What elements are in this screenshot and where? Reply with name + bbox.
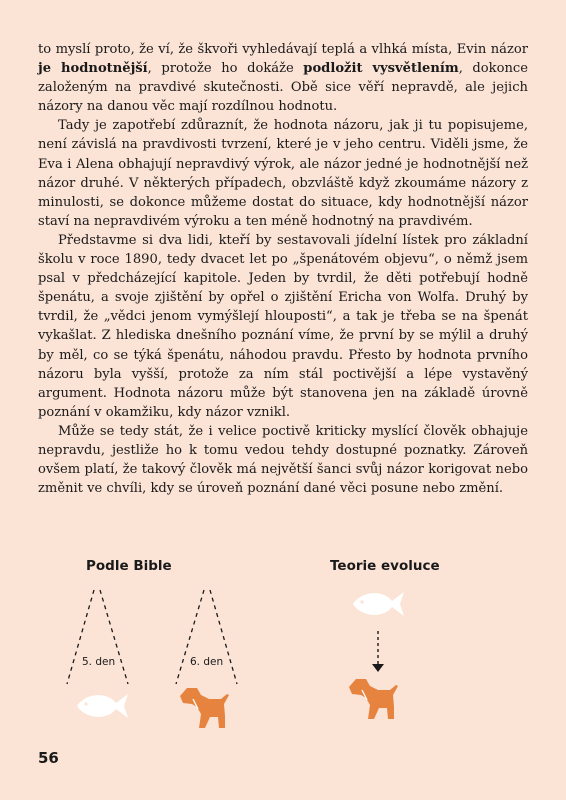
dog-icon bbox=[180, 688, 229, 728]
fish-icon bbox=[77, 694, 128, 718]
evolution-arrow bbox=[372, 631, 384, 672]
dog-icon bbox=[349, 679, 398, 719]
day5-bracket bbox=[67, 590, 128, 684]
fish-icon bbox=[353, 592, 404, 616]
paragraph bbox=[38, 422, 528, 498]
figure-title-bible: Podle Bible bbox=[86, 558, 172, 574]
body-text bbox=[38, 40, 528, 498]
text-run: Může se tedy stát, že i velice poctivě kriticky myslící člověk obhajuje nepravdu, jestliže ho k tomu vedou tehdy dostupné poznatky. Zároveň ovšem platí, že takový člověk má největší šanci svůj názor korigovat nebo změnit ve chvíli, kdy se úroveň poznání dané věci posune nebo změní. bbox=[38, 423, 528, 497]
page-number: 56 bbox=[38, 749, 59, 767]
text-run: Představme si dva lidi, kteří by sestavovali jídelní lístek pro základní školu v roce 1890, tedy dvacet let po „špenátovém objevu“, o němž jsem psal v předcházející kapitole. Jeden by tvrdil, že děti potřebují hodně špenátu, a svoje zjištění by opřel o zjištění Ericha von Wolfa. Druhý by tvrdil, že „vědci jenom vymýšlejí hlouposti“, a tak je třeba se na špenát vykašlat. Z hlediska dnešního poznání víme, že první by se mýlil a druhý by měl, co se týká špenátu, náhodou pravdu. Přesto by hodnota prvního názoru byla vyšší, protože za ním stál poctivější a lépe vystavěný argument. Hodnota názoru může být stanovena jen na základě úrovně poznání v okamžiku, kdy názor vznikl. bbox=[38, 232, 528, 420]
text-run: to myslí proto, že ví, že škvoři vyhledávají teplá a vlhká místa, Evin názor bbox=[38, 42, 528, 57]
emphasized-text: je hodnotnější bbox=[38, 61, 148, 77]
paragraph bbox=[38, 40, 528, 116]
day6-bracket bbox=[176, 590, 237, 684]
figure-title-evolution: Teorie evoluce bbox=[330, 558, 440, 574]
emphasized-text: podložit vysvětlením bbox=[303, 61, 459, 77]
text-run: , protože ho dokáže bbox=[147, 61, 304, 77]
text-run: Tady je zapotřebí zdůraznít, že hodnota názoru, jak ji tu popisujeme, není závislá na pravdivosti tvrzení, které je v jeho centru. Viděli jsme, že Eva i Alena obhajují nepravdivý výrok, ale názor jedné je hodnotnější než názor druhé. V některých případech, obzvláště když zkoumáme názory z minulosti, se dokonce můžeme dostat do situace, kdy hodnotnější názor staví na nepravdivém výroku a ten méně hodnotný na pravdivém. bbox=[38, 118, 528, 229]
day-5-label: 5. den bbox=[82, 656, 116, 668]
text-run: , dokonce založeným na pravdivé skutečnosti. Obě sice věří nepravdě, ale jejich názory na danou věc mají rozdílnou hodnotu. bbox=[38, 61, 528, 115]
paragraph bbox=[38, 231, 528, 422]
paragraph bbox=[38, 116, 528, 231]
day-6-label: 6. den bbox=[190, 656, 224, 668]
